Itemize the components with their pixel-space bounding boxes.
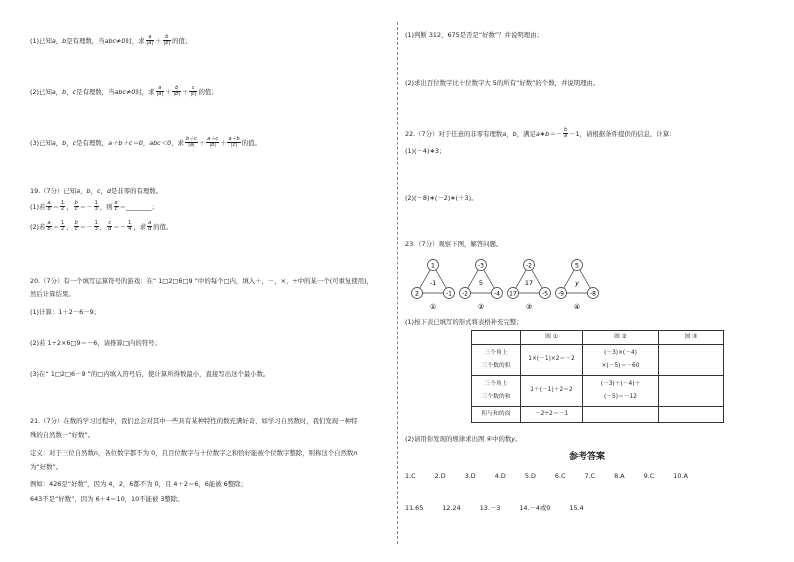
sep: ， xyxy=(66,222,73,231)
answer-item: 11.65 xyxy=(405,504,424,512)
q22-part2: (2)(－8)∗(－2)∗(＋3)。 xyxy=(405,194,478,202)
answers-row-1 xyxy=(405,472,705,480)
fraction-a-over-abs-a: $\frac{a}{|a|}$ xyxy=(146,34,154,47)
num: b xyxy=(563,127,568,133)
sep: ， xyxy=(99,222,107,231)
tri2-center: 5 xyxy=(478,279,484,287)
q23-table xyxy=(471,330,724,423)
var-a: a xyxy=(51,87,56,96)
var-c: c xyxy=(72,138,77,147)
den: 3 xyxy=(94,226,98,233)
num: b xyxy=(74,220,78,226)
answer-item: 14.－4或0 xyxy=(519,504,551,512)
q21-line3 xyxy=(30,449,357,457)
q18-part3: (3)已知a，b，c是有理数，a＋b＋c＝0，abc＜0，求 $\frac{b+c}{|a|}$ ＋ $\frac{a+c}{|b|}$ ＋ $\frac{a+b}{|c|}$ 的值。 xyxy=(30,136,261,149)
den: c xyxy=(74,206,78,213)
q21-part2: (2)求出百位数字比十位数字大 5的所有“好数”的个数，并说明理由。 xyxy=(405,79,600,87)
eq: ＝ xyxy=(52,222,60,231)
q21-line1: 21.（7分）在数的学习过程中，我们总会对其中一些具有某种特性的数充满好奇，如学习自然数时，我们发现一种特 xyxy=(30,417,358,425)
fraction: $\frac{b+c}{|a|}$ xyxy=(185,136,197,149)
text: (2)已知 xyxy=(30,87,52,96)
text: (2)若 xyxy=(30,222,46,231)
answer-item: 10.A xyxy=(673,472,688,480)
text: 是有理数， xyxy=(76,138,109,147)
var-b: b xyxy=(512,129,517,138)
den: b xyxy=(175,91,179,98)
fraction xyxy=(60,221,65,233)
q19-part2: (2)若 $\frac{a}{b}$ ＝ $\frac{1}{2}$ ， $\frac{b}{c}$ ＝－ $\frac{1}{3}$ ， $\frac{c}{d}$ ＝－ $\frac{1}{4}$ ，求 $\frac{a}{d}$ 的值。 xyxy=(30,220,173,233)
num: a xyxy=(148,34,152,40)
den: c xyxy=(114,206,118,213)
fraction xyxy=(94,201,99,213)
fraction xyxy=(563,128,568,140)
tri4-center: y xyxy=(575,279,579,287)
q19-header xyxy=(30,187,162,195)
answer-item: 8.A xyxy=(614,472,625,480)
tri4-label: ④ xyxy=(573,303,581,311)
text: 时，求 xyxy=(125,36,145,45)
text: (1)若 xyxy=(30,202,46,211)
table-cell: 1＋(－1)＋2＝2 xyxy=(521,376,583,407)
table-cell-label: 积与和的商 xyxy=(472,407,521,423)
answer-item: 5.D xyxy=(524,472,536,480)
num: a xyxy=(114,200,118,206)
var-d: d xyxy=(106,187,111,195)
table-cell-empty[interactable] xyxy=(659,407,724,423)
tri2-right: -4 xyxy=(494,290,500,298)
table-header-cell: 图 ② xyxy=(583,331,659,345)
sep: ， xyxy=(90,187,97,195)
text: 的值。 xyxy=(153,222,173,231)
den: a xyxy=(564,133,568,140)
text: ，求 xyxy=(171,138,184,147)
condition: abc≠0 xyxy=(104,36,126,45)
tri4-left: -9 xyxy=(558,290,564,298)
q22-header: 22.（7分）对于任意的非零有理数a，b，满足a∗b＝－ $\frac{b}{a}$ －1，请根据条件提供的信息，计算： xyxy=(405,127,676,140)
q21-line5: 例如：426是“好数”，因为 4，2，6都不为 0，且 4＋2＝6，6能被 6整除； xyxy=(30,480,247,488)
den: 2 xyxy=(61,226,65,233)
var-b: b xyxy=(62,36,67,45)
cell-line: (－3)＋(－4)＋ xyxy=(600,381,641,388)
tri3-top: -2 xyxy=(526,262,532,270)
fraction xyxy=(94,221,99,233)
sep: ， xyxy=(100,187,107,195)
fraction: $\frac{a+b}{|c|}$ xyxy=(228,136,240,149)
table-cell: 1×(－1)×2＝－2 xyxy=(521,345,583,376)
den: 4 xyxy=(128,226,132,233)
triangle-1 xyxy=(412,260,455,312)
triangle-4 xyxy=(556,260,599,312)
fraction: $\frac{a}{|a|}$ xyxy=(156,85,164,98)
tri1-label: ① xyxy=(429,303,437,311)
den: b xyxy=(47,226,51,233)
tri2-top: -3 xyxy=(478,262,484,270)
den: d xyxy=(108,226,112,233)
num: a xyxy=(158,85,162,91)
tri3-center: 17 xyxy=(524,279,534,287)
num: 1 xyxy=(61,220,65,226)
fraction xyxy=(127,221,132,233)
table-row xyxy=(472,345,724,376)
table-row xyxy=(472,376,724,407)
answer-item: 4.D xyxy=(494,472,506,480)
cell-line: (－3)×(－4) xyxy=(604,350,637,357)
fraction xyxy=(46,221,51,233)
var-a: a xyxy=(502,129,507,138)
den: a xyxy=(158,91,162,98)
answer-item: 9.C xyxy=(643,472,655,480)
sep: ， xyxy=(66,138,73,147)
var-n: n xyxy=(93,449,98,457)
q22-part1: (1)(－4)∗3； xyxy=(405,147,446,155)
triangle-2 xyxy=(460,260,503,312)
answer-item: 1.C xyxy=(405,472,416,480)
text: (2)请用你发现的规律求出图 ④中的数 xyxy=(405,435,512,443)
triangle-3 xyxy=(508,260,551,312)
tri1-right: -1 xyxy=(446,290,452,298)
den: b xyxy=(211,142,215,149)
table-row xyxy=(472,407,724,423)
var-a: a xyxy=(51,138,56,147)
num: a xyxy=(47,200,51,206)
var-y: y xyxy=(511,435,516,443)
den: a xyxy=(148,40,152,47)
table-cell: －2÷2＝－1 xyxy=(521,407,583,423)
tri2-left: -2 xyxy=(462,290,468,298)
fraction-b-over-abs-b: $\frac{b}{|b|}$ xyxy=(163,34,171,47)
fraction: $\frac{a+c}{|b|}$ xyxy=(207,136,219,149)
condition: a＋b＋c＝0 xyxy=(108,138,143,147)
num: a xyxy=(148,220,152,226)
answer-item: 12.24 xyxy=(442,504,461,512)
var-c: c xyxy=(96,187,101,195)
label-line: 三个角上 xyxy=(484,350,508,357)
fraction xyxy=(107,221,112,233)
table-header-row xyxy=(472,331,724,345)
text: 是有理数，当 xyxy=(76,87,115,96)
eq: ＝ xyxy=(113,222,120,231)
answers-title: 参考答案 xyxy=(569,452,606,462)
text: 时，求 xyxy=(135,87,155,96)
column-divider xyxy=(397,22,398,544)
text: 的值。 xyxy=(241,138,261,147)
den: c xyxy=(74,226,78,233)
text: 的值； xyxy=(198,87,218,96)
label-line: 三个数的和 xyxy=(481,393,511,400)
var-b: b xyxy=(86,187,91,195)
q21-line2: 殊的自然数－“好数”。 xyxy=(30,431,95,439)
answer-item: 13.－3 xyxy=(479,504,501,512)
condition: abc≠0 xyxy=(114,87,136,96)
answers-row-2 xyxy=(405,504,601,512)
fraction: $\frac{c}{|c|}$ xyxy=(190,85,197,98)
den: c xyxy=(232,142,236,149)
table-cell-empty[interactable] xyxy=(659,376,724,407)
q18-part2: (2)已知a，b，c是有理数，当abc≠0时，求 $\frac{a}{|a|}$ ＋ $\frac{b}{|b|}$ ＋ $\frac{c}{|c|}$ 的值； xyxy=(30,85,218,98)
q23-header: 23.（7分）观察下图，解答问题。 xyxy=(405,240,503,248)
num: c xyxy=(108,220,112,226)
eq: ＝ xyxy=(52,202,60,211)
den: d xyxy=(148,226,152,233)
var-b: b xyxy=(62,138,67,147)
den: a xyxy=(189,142,193,149)
text: ，满足 xyxy=(516,129,536,138)
q20-part2: (2)若 1÷2×6□9＝－6，请推算□内的符号； xyxy=(30,339,161,347)
tri2-label: ② xyxy=(477,303,485,311)
table-header-cell: 图 ③ xyxy=(659,331,724,345)
den: b xyxy=(165,40,169,47)
text: ，则 xyxy=(99,202,113,211)
tri4-right: -8 xyxy=(590,290,596,298)
condition: abc＜0 xyxy=(149,138,172,147)
eq: ＝ xyxy=(79,222,87,231)
q18-1-pre: (1)已知 xyxy=(30,36,52,45)
sep: ， xyxy=(66,202,73,211)
text: (3)已知 xyxy=(30,138,52,147)
tri4-top: 5 xyxy=(574,261,580,270)
triangle-figures xyxy=(405,256,615,316)
fraction xyxy=(114,201,119,213)
num: 1 xyxy=(61,200,65,206)
answer-item: 3.D xyxy=(464,472,476,480)
den: 2 xyxy=(61,206,65,213)
num: a xyxy=(47,220,51,226)
text: 是非零的有理数。 xyxy=(110,187,163,195)
tri1-center: -1 xyxy=(429,279,437,287)
table-cell-label xyxy=(472,376,521,407)
text: 定义：对于三位自然数 xyxy=(30,449,94,457)
num: c xyxy=(192,85,195,91)
tri3-label: ③ xyxy=(525,303,533,311)
var-b: b xyxy=(62,87,67,96)
num: b xyxy=(74,200,78,206)
text: 是有理数，当 xyxy=(66,36,105,45)
eq: ＝ xyxy=(119,202,127,211)
fraction xyxy=(74,221,79,233)
table-cell-empty[interactable] xyxy=(583,407,659,423)
den: c xyxy=(192,91,195,98)
label-line: 三个数的积 xyxy=(481,362,511,369)
var-c: c xyxy=(72,87,77,96)
var-n: n xyxy=(353,449,358,457)
sep: ， xyxy=(55,87,63,96)
table-cell-label xyxy=(472,345,521,376)
fraction xyxy=(60,201,65,213)
cell-line: (－5)＝－12 xyxy=(604,393,637,400)
answer-item: 7.C xyxy=(584,472,596,480)
q23-part2 xyxy=(405,435,521,443)
sep: ， xyxy=(66,87,73,96)
sep: ， xyxy=(80,187,87,195)
table-cell xyxy=(583,376,659,407)
tri1-left: 2 xyxy=(414,289,420,298)
num: b xyxy=(165,34,169,40)
text: ，各位数字都不为 0，且百位数字与十位数字之和恰好能被个位数字整除，则称这个自然数 xyxy=(97,449,354,457)
fraction: $\frac{b}{|b|}$ xyxy=(173,85,180,98)
num: 1 xyxy=(128,220,132,226)
table-header-cell xyxy=(472,331,521,345)
q18-part1: (1)已知a，b是有理数，当abc≠0时，求 $\frac{a}{|a|}$ ＋ $\frac{b}{|b|}$ 的值； xyxy=(30,34,192,47)
q20-line1: 20.（7分）有一个填写运算符号的游戏：在“ 1□2□6□9 ”中的每个□内，填入＋，－，×，÷中的某一个(可重复使用)， xyxy=(30,277,374,285)
var-a: a xyxy=(76,187,81,195)
eq: ＝ xyxy=(79,202,87,211)
text: －1 xyxy=(569,129,580,138)
q21-line6: 643不是“好数”，因为 6＋4＝10，10不能被 3整除。 xyxy=(30,495,184,503)
fraction xyxy=(74,201,79,213)
num: 1 xyxy=(94,220,98,226)
fraction xyxy=(147,221,152,233)
var-a: a xyxy=(51,36,56,45)
answer-item: 15.4 xyxy=(569,504,584,512)
sep: ， xyxy=(142,138,150,147)
den: b xyxy=(47,206,51,213)
tri1-top: 1 xyxy=(430,261,436,270)
sep: ， xyxy=(506,129,513,138)
tri3-right: -5 xyxy=(542,290,548,298)
den: 3 xyxy=(94,206,98,213)
sep: ， xyxy=(55,138,63,147)
table-cell-empty[interactable] xyxy=(659,345,724,376)
q20-part3: (3)在“ 1□2□6－9 ”的□内填入符号后，使计算所得数最小，直接写出这个最小数。 xyxy=(30,370,270,378)
text: 22.（7分）对于任意的非零有理数 xyxy=(405,129,503,138)
text: 19.（7分）已知 xyxy=(30,187,77,195)
answer-item: 2.D xyxy=(434,472,446,480)
q20-line2: 然后计算结果。 xyxy=(30,290,75,298)
text: 。 xyxy=(515,435,522,443)
text: ，请根据条件提供的信息，计算： xyxy=(579,129,676,138)
text: ，求 xyxy=(133,222,147,231)
sep: ， xyxy=(55,36,63,45)
q23-part1: (1)按下表已填写的形式将表格补充完整； xyxy=(405,318,523,326)
fraction xyxy=(46,201,51,213)
q19-part1: (1)若 $\frac{a}{b}$ ＝ $\frac{1}{2}$ ， $\frac{b}{c}$ ＝－ $\frac{1}{3}$ ，则 $\frac{a}{c}$ ＝________； xyxy=(30,200,158,213)
table-cell xyxy=(583,345,659,376)
num: 1 xyxy=(94,200,98,206)
text: 的值； xyxy=(172,36,192,45)
answer-blank: ________； xyxy=(126,202,158,211)
q20-part1: (1)计算：1＋2－6－9； xyxy=(30,308,101,316)
q21-part1: (1)判断 312，675是否是“好数”？并说明理由； xyxy=(405,31,543,39)
tri3-left: 17 xyxy=(509,290,517,298)
definition: a∗b＝ xyxy=(535,129,556,138)
q21-line4: 为“好数”。 xyxy=(30,463,63,471)
num: b xyxy=(175,85,179,91)
table-header-cell: 图 ① xyxy=(521,331,583,345)
answer-item: 6.C xyxy=(554,472,566,480)
label-line: 三个角上 xyxy=(484,381,508,388)
cell-line: ×(－5)＝－60 xyxy=(601,362,640,369)
